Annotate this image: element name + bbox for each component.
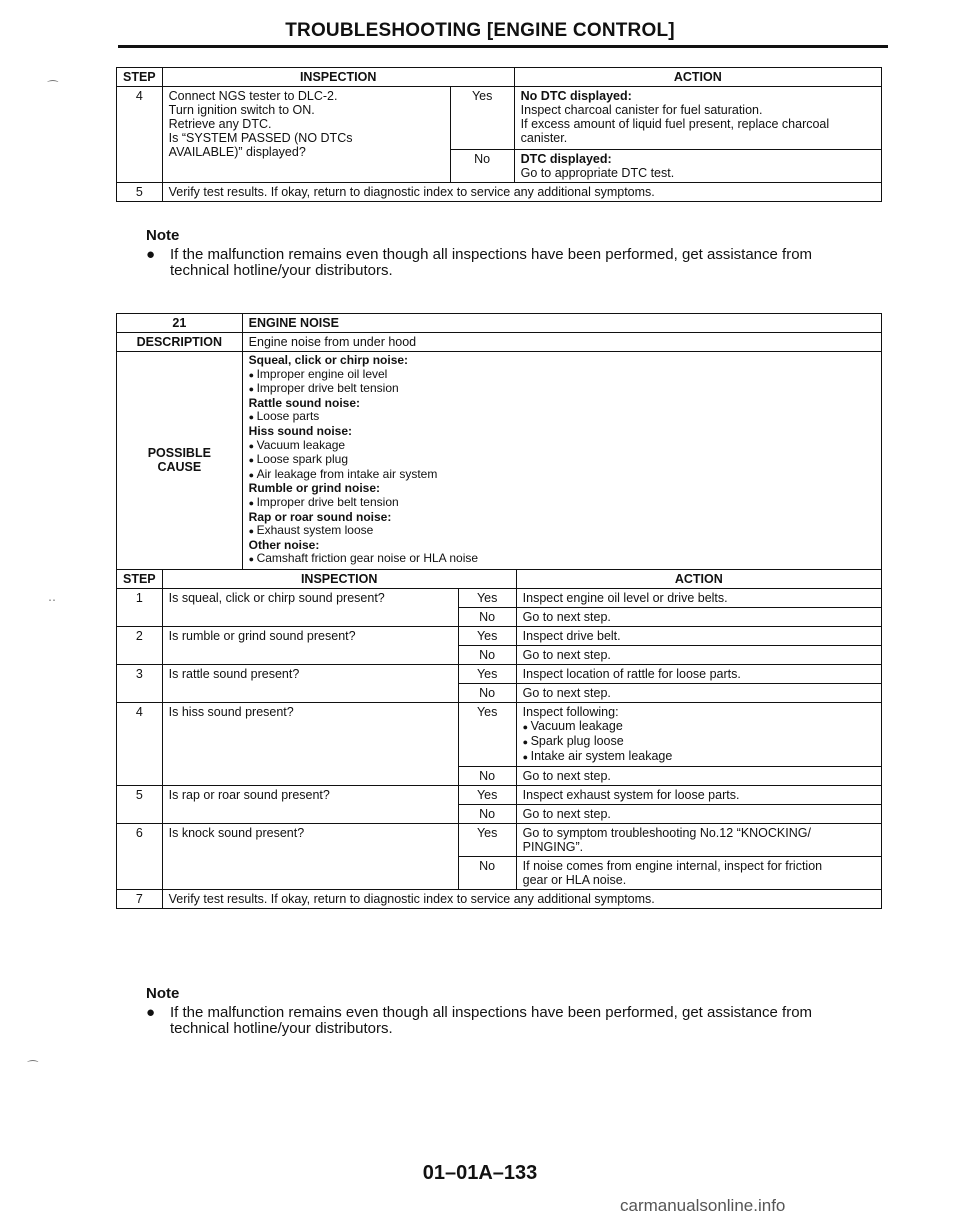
cause-heading: Rap or roar sound noise: [248, 509, 392, 524]
yes-label: Yes [458, 702, 516, 766]
scan-mark: ‥ [48, 590, 57, 604]
engine-noise-table [116, 313, 882, 909]
note-line: If the malfunction remains even though all inspections have been performed, get assistance from [170, 1004, 813, 1021]
step-number: 5 [117, 785, 163, 823]
header-rule [118, 45, 888, 48]
dtc-step-table [116, 67, 882, 202]
step-inspection [162, 87, 450, 183]
step-inspection: Is knock sound present? [162, 823, 458, 889]
note-text [170, 247, 870, 279]
cause-item: ● Exhaust system loose [249, 524, 875, 539]
cause-item: ● Loose spark plug [249, 453, 875, 468]
bullet-icon: ● [146, 1004, 156, 1021]
symptom-number: 21 [117, 314, 243, 333]
step-number: 5 [117, 183, 163, 202]
no-action: Go to next step. [516, 607, 881, 626]
action-line: Go to appropriate DTC test. [520, 166, 675, 180]
action-line: Inspect following: [522, 704, 619, 719]
yes-action: Inspect drive belt. [516, 626, 881, 645]
possible-cause-label [117, 352, 243, 570]
action-line: canister. [520, 131, 568, 145]
cause-item: ● Air leakage from intake air system [249, 468, 875, 483]
inspection-line: Connect NGS tester to DLC-2. [168, 89, 338, 103]
inspection-line: Retrieve any DTC. [168, 117, 272, 131]
step-header: STEP [117, 569, 163, 588]
no-action [514, 150, 881, 183]
step-inspection: Is rap or roar sound present? [162, 785, 458, 823]
yes-action [514, 87, 881, 150]
page-title: TROUBLESHOOTING [ENGINE CONTROL] [285, 20, 675, 41]
action-line: If noise comes from engine internal, inspect for friction [522, 858, 823, 873]
step-inspection: Is rattle sound present? [162, 664, 458, 702]
inspection-line: Is “SYSTEM PASSED (NO DTCs [168, 131, 353, 145]
action-header: ACTION [516, 569, 881, 588]
symptom-title: ENGINE NOISE [242, 314, 881, 333]
step-number: 6 [117, 823, 163, 889]
inspection-line: Turn ignition switch to ON. [168, 103, 315, 117]
note-text [170, 1005, 870, 1037]
verify-row: Verify test results. If okay, return to diagnostic index to service any additional symptoms. [162, 889, 881, 908]
action-line: gear or HLA noise. [522, 872, 627, 887]
no-label: No [458, 766, 516, 785]
note-line: If the malfunction remains even though all inspections have been performed, get assistance from [170, 246, 813, 263]
yes-action: Inspect engine oil level or drive belts. [516, 588, 881, 607]
step-number: 4 [117, 87, 163, 183]
description-label: DESCRIPTION [117, 333, 243, 352]
step-inspection: Is rumble or grind sound present? [162, 626, 458, 664]
yes-label: Yes [458, 823, 516, 856]
cause-item: ● Loose parts [249, 410, 875, 425]
action-item: ● Intake air system leakage [523, 749, 875, 764]
page-number: 01–01A–133 [422, 1162, 538, 1184]
cause-heading: Squeal, click or chirp noise: [248, 353, 409, 367]
no-label: No [458, 683, 516, 702]
verify-row: Verify test results. If okay, return to diagnostic index to service any additional symptoms. [162, 183, 881, 202]
note-block [146, 228, 866, 284]
yes-label: Yes [458, 626, 516, 645]
step-number: 1 [117, 588, 163, 626]
no-action: Go to next step. [516, 766, 881, 785]
cause-label-line: POSSIBLE [147, 446, 211, 461]
step-number: 4 [117, 702, 163, 785]
yes-action [516, 702, 881, 766]
cause-item: ● Improper drive belt tension [249, 496, 875, 511]
no-label: No [458, 645, 516, 664]
yes-label: Yes [450, 87, 514, 150]
cause-heading: Other noise: [248, 537, 320, 552]
cause-heading: Rumble or grind noise: [248, 481, 380, 496]
note-title: Note [146, 227, 180, 244]
cause-heading: Rattle sound noise: [248, 395, 360, 410]
inspection-header: INSPECTION [162, 569, 516, 588]
action-line: Inspect charcoal canister for fuel saturation. [520, 103, 763, 117]
no-action: Go to next step. [516, 645, 881, 664]
cause-item: ● Vacuum leakage [249, 439, 875, 454]
watermark: carmanualsonline.info [620, 1196, 786, 1215]
description-text: Engine noise from under hood [242, 333, 881, 352]
cause-item: ● Camshaft friction gear noise or HLA noise [249, 552, 875, 567]
inspection-line: AVAILABLE)” displayed? [168, 145, 306, 159]
action-line: Go to symptom troubleshooting No.12 “KNOCKING/ [522, 825, 811, 840]
step-inspection: Is hiss sound present? [162, 702, 458, 785]
scan-mark: ⁀ [48, 80, 58, 94]
no-label: No [450, 150, 514, 183]
action-line: PINGING”. [522, 839, 584, 854]
yes-action [516, 823, 881, 856]
yes-action: Inspect exhaust system for loose parts. [516, 785, 881, 804]
bullet-icon: ● [146, 246, 156, 263]
no-label: No [458, 856, 516, 889]
no-action: Go to next step. [516, 683, 881, 702]
action-header: ACTION [514, 68, 881, 87]
action-title: No DTC displayed: [520, 89, 632, 103]
cause-item: ● Improper drive belt tension [249, 382, 875, 397]
yes-label: Yes [458, 664, 516, 683]
yes-action: Inspect location of rattle for loose parts. [516, 664, 881, 683]
yes-label: Yes [458, 785, 516, 804]
step-number: 2 [117, 626, 163, 664]
cause-label-line: CAUSE [157, 460, 202, 475]
action-title: DTC displayed: [520, 152, 612, 166]
yes-label: Yes [458, 588, 516, 607]
possible-cause-list [242, 352, 881, 570]
scan-mark: ⁀ [28, 1060, 38, 1074]
no-action: Go to next step. [516, 804, 881, 823]
note-block [146, 986, 866, 1042]
no-label: No [458, 804, 516, 823]
action-item: ● Spark plug loose [523, 734, 875, 749]
action-item: ● Vacuum leakage [523, 719, 875, 734]
no-action [516, 856, 881, 889]
step-number: 3 [117, 664, 163, 702]
note-line: technical hotline/your distributors. [170, 262, 393, 279]
action-line: If excess amount of liquid fuel present, replace charcoal [520, 117, 830, 131]
no-label: No [458, 607, 516, 626]
cause-heading: Hiss sound noise: [248, 423, 353, 438]
cause-item: ● Improper engine oil level [249, 368, 875, 383]
note-title: Note [146, 985, 180, 1002]
inspection-header: INSPECTION [162, 68, 514, 87]
step-inspection: Is squeal, click or chirp sound present? [162, 588, 458, 626]
note-line: technical hotline/your distributors. [170, 1020, 393, 1037]
step-header: STEP [117, 68, 163, 87]
step-number: 7 [117, 889, 163, 908]
